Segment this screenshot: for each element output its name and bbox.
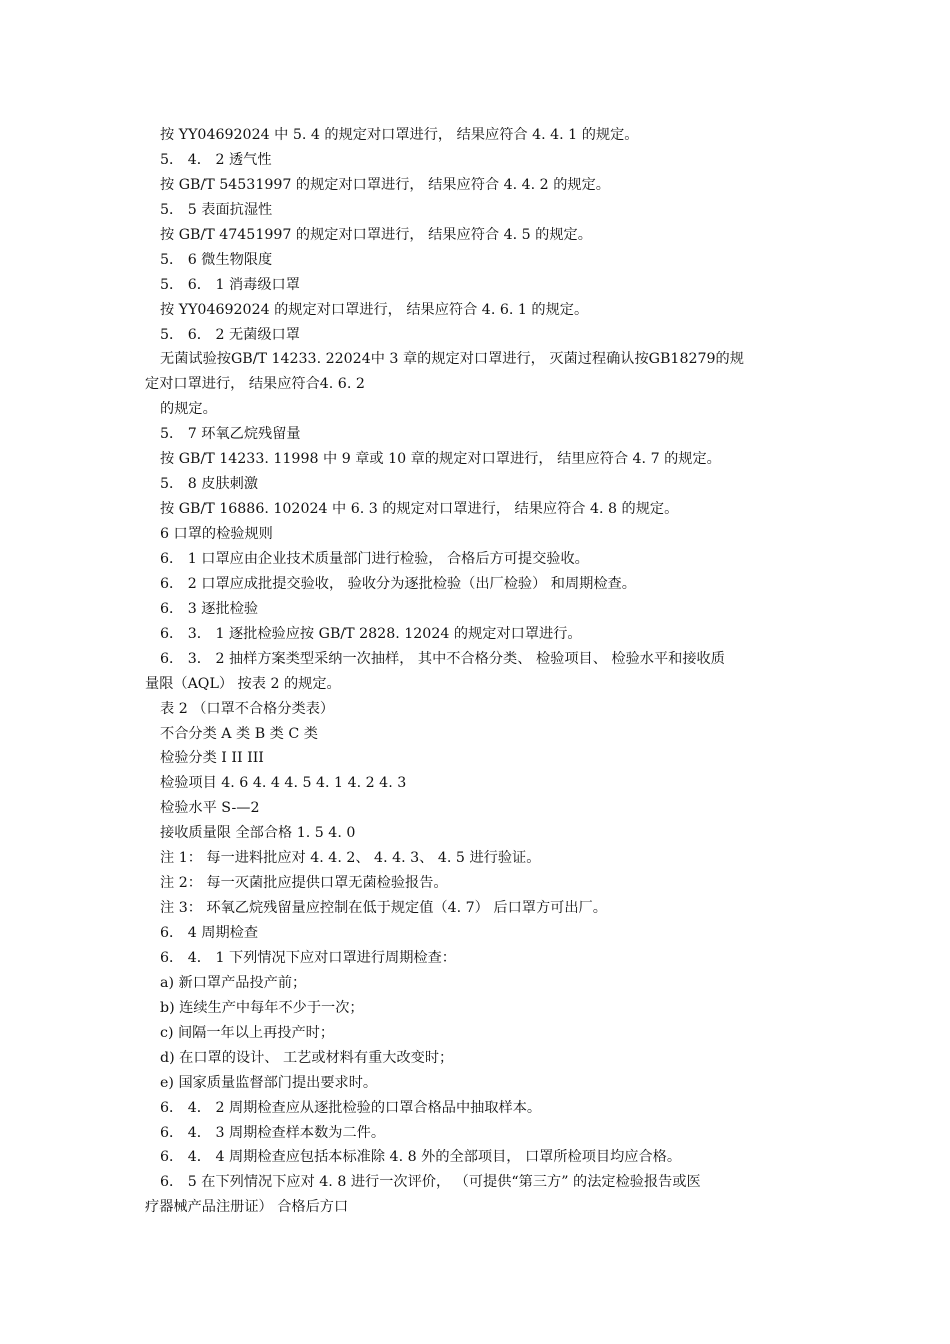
table-row: 接收质量限 全部合格 1. 5 4. 0 xyxy=(160,825,356,842)
text-line: 疗器械产品注册证） 合格后方口 xyxy=(145,1199,349,1216)
text-line: 量限（AQL） 按表 2 的规定。 xyxy=(145,675,341,692)
section-heading: 6． 3 逐批检验 xyxy=(160,600,259,617)
text-line: 无菌试验按GB/T 14233. 22024中 3 章的规定对口罩进行， 灭菌过程确认按GB18279的规 xyxy=(160,351,744,368)
table-row: 检验水平 S-—2 xyxy=(160,800,260,817)
list-item: e) 国家质量监督部门提出要求时。 xyxy=(160,1074,378,1091)
list-item: c) 间隔一年以上再投产时； xyxy=(160,1024,335,1041)
list-item: b) 连续生产中每年不少于一次； xyxy=(160,999,364,1016)
list-item: d) 在口罩的设计、 工艺或材料有重大改变时； xyxy=(160,1049,454,1066)
text-line: 6． 4． 4 周期检查应包括本标准除 4. 8 外的全部项目， 口罩所检项目均应合格。 xyxy=(160,1149,682,1166)
document-page xyxy=(145,123,810,1220)
text-line: 6． 3． 2 抽样方案类型采纳一次抽样， 其中不合格分类、 检验项目、 检验水平和接收质 xyxy=(160,650,725,667)
text-line: 6． 4． 1 下列情况下应对口罩进行周期检查： xyxy=(160,949,456,966)
section-heading: 5． 5 表面抗湿性 xyxy=(160,201,273,218)
table-caption: 表 2 （口罩不合格分类表） xyxy=(160,700,335,717)
text-line: 按 GB/T 54531997 的规定对口罩进行， 结果应符合 4. 4. 2 的规定。 xyxy=(160,176,610,193)
text-line: 的规定。 xyxy=(160,401,217,418)
text-line: 6． 2 口罩应成批提交验收， 验收分为逐批检验（出厂检验） 和周期检查。 xyxy=(160,575,636,592)
text-line: 按 YY04692024 的规定对口罩进行， 结果应符合 4. 6. 1 的规定。 xyxy=(160,301,589,318)
section-heading: 5． 6． 1 消毒级口罩 xyxy=(160,276,300,293)
section-heading: 6． 4 周期检查 xyxy=(160,925,259,941)
section-heading: 5． 6 微生物限度 xyxy=(160,251,273,268)
section-heading: 6 口罩的检验规则 xyxy=(160,526,273,542)
text-line: 按 GB/T 14233. 11998 中 9 章或 10 章的规定对口罩进行， 结里应符合 4. 7 的规定。 xyxy=(160,451,721,468)
text-line: 6． 1 口罩应由企业技术质量部门进行检验， 合格后方可提交验收。 xyxy=(160,550,589,567)
text-line: 6． 3． 1 逐批检验应按 GB/T 2828. 12024 的规定对口罩进行。 xyxy=(160,625,582,642)
text-line: 6． 4． 3 周期检查样本数为二件。 xyxy=(160,1124,386,1141)
text-line: 按 GB/T 16886. 102024 中 6. 3 的规定对口罩进行， 结果应符合 4. 8 的规定。 xyxy=(160,501,679,518)
table-row: 检验分类 I II III xyxy=(160,750,264,767)
section-heading: 5． 4． 2 透气性 xyxy=(160,151,272,168)
table-row: 检验项目 4. 6 4. 4 4. 5 4. 1 4. 2 4. 3 xyxy=(160,775,407,792)
text-line: 6． 4． 2 周期检查应从逐批检验的口罩合格品中抽取样本。 xyxy=(160,1099,542,1116)
list-item: a) 新口罩产品投产前； xyxy=(160,974,307,991)
section-heading: 5． 6． 2 无菌级口罩 xyxy=(160,326,300,343)
text-line: 定对口罩进行， 结果应符合4. 6. 2 xyxy=(145,376,365,393)
text-line: 按 YY04692024 中 5. 4 的规定对口罩进行， 结果应符合 4. 4. 1 的规定。 xyxy=(160,127,639,143)
note-line: 注 3： 环氧乙烷残留量应控制在低于规定值（4. 7） 后口罩方可出厂。 xyxy=(160,900,607,917)
text-line: 6． 5 在下列情况下应对 4. 8 进行一次评价， （可提供“第三方” 的法定检验报告或医 xyxy=(160,1174,701,1191)
text-line: 按 GB/T 47451997 的规定对口罩进行， 结果应符合 4. 5 的规定。 xyxy=(160,226,592,243)
section-heading: 5． 7 环氧乙烷残留量 xyxy=(160,426,301,443)
section-heading: 5． 8 皮肤刺激 xyxy=(160,476,259,493)
table-row: 不合分类 A 类 B 类 C 类 xyxy=(160,725,318,742)
note-line: 注 2： 每一灭菌批应提供口罩无菌检验报告。 xyxy=(160,875,448,892)
note-line: 注 1： 每一进料批应对 4. 4. 2、 4. 4. 3、 4. 5 进行验证。 xyxy=(160,850,541,867)
